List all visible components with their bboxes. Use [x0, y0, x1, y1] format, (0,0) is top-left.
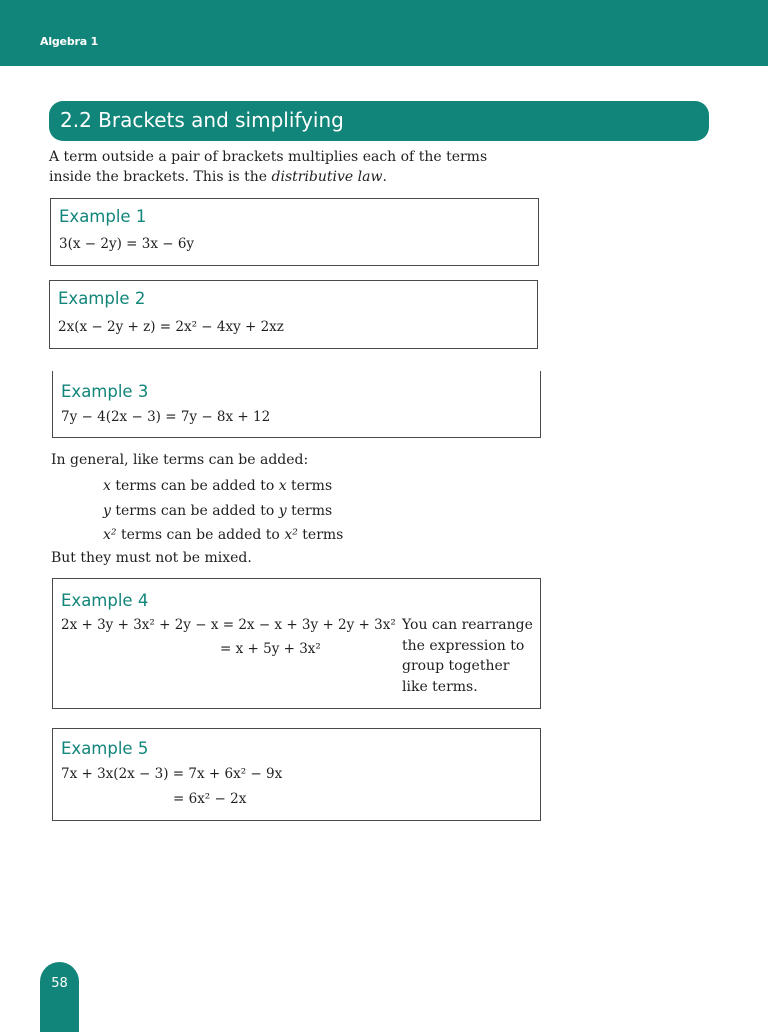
section-title: 2.2 Brackets and simplifying — [60, 108, 344, 132]
example-4-note-line: the expression to — [402, 637, 525, 654]
example-5-title: Example 5 — [61, 739, 149, 758]
like-terms-lead: In general, like terms can be added: — [51, 452, 309, 468]
example-3-box — [52, 371, 541, 438]
example-4-line-2: = x + 5y + 3x² — [220, 641, 321, 657]
example-2-line-1: 2x(x − 2y + z) = 2x² − 4xy + 2xz — [58, 319, 284, 335]
page-number-tab — [40, 962, 79, 1032]
example-2-box — [49, 280, 538, 349]
section-banner — [49, 101, 709, 141]
example-5-line-1: 7x + 3x(2x − 3) = 7x + 6x² − 9x — [61, 766, 283, 782]
example-4-note-line: You can rearrange — [402, 617, 533, 633]
example-2-title: Example 2 — [58, 289, 146, 308]
page-number: 58 — [51, 976, 68, 991]
example-3-title: Example 3 — [61, 382, 149, 401]
like-terms-rules — [103, 474, 343, 548]
example-3-line-1: 7y − 4(2x − 3) = 7y − 8x + 12 — [61, 409, 271, 425]
like-terms-rule: y terms can be added to y terms — [103, 502, 333, 519]
example-5-line-2: = 6x² − 2x — [173, 791, 247, 807]
like-terms-rule: x terms can be added to x terms — [103, 478, 333, 494]
example-1-title: Example 1 — [59, 207, 147, 226]
intro-line-2-prefix: inside the brackets. This is the — [49, 169, 272, 185]
like-terms-rule: x² terms can be added to x² terms — [103, 527, 344, 543]
example-1-line-1: 3(x − 2y) = 3x − 6y — [59, 236, 195, 252]
intro-paragraph — [49, 147, 487, 187]
intro-line-1: A term outside a pair of brackets multiplies each of the terms — [49, 149, 488, 165]
running-head: Algebra 1 — [40, 35, 99, 48]
example-5-box — [52, 728, 541, 821]
example-4-note-line: like terms. — [402, 678, 478, 695]
example-1-box — [50, 198, 539, 266]
example-4-box — [52, 578, 541, 709]
like-terms-closing: But they must not be mixed. — [51, 550, 252, 566]
intro-line-2-suffix: . — [382, 169, 387, 185]
example-4-title: Example 4 — [61, 591, 149, 610]
header-band — [0, 0, 768, 66]
example-4-line-1: 2x + 3y + 3x² + 2y − x = 2x − x + 3y + 2y + 3x² — [61, 617, 396, 633]
distributive-law-term: distributive law — [271, 169, 383, 185]
example-4-note — [402, 615, 542, 697]
example-4-note-line: group together — [402, 658, 510, 674]
